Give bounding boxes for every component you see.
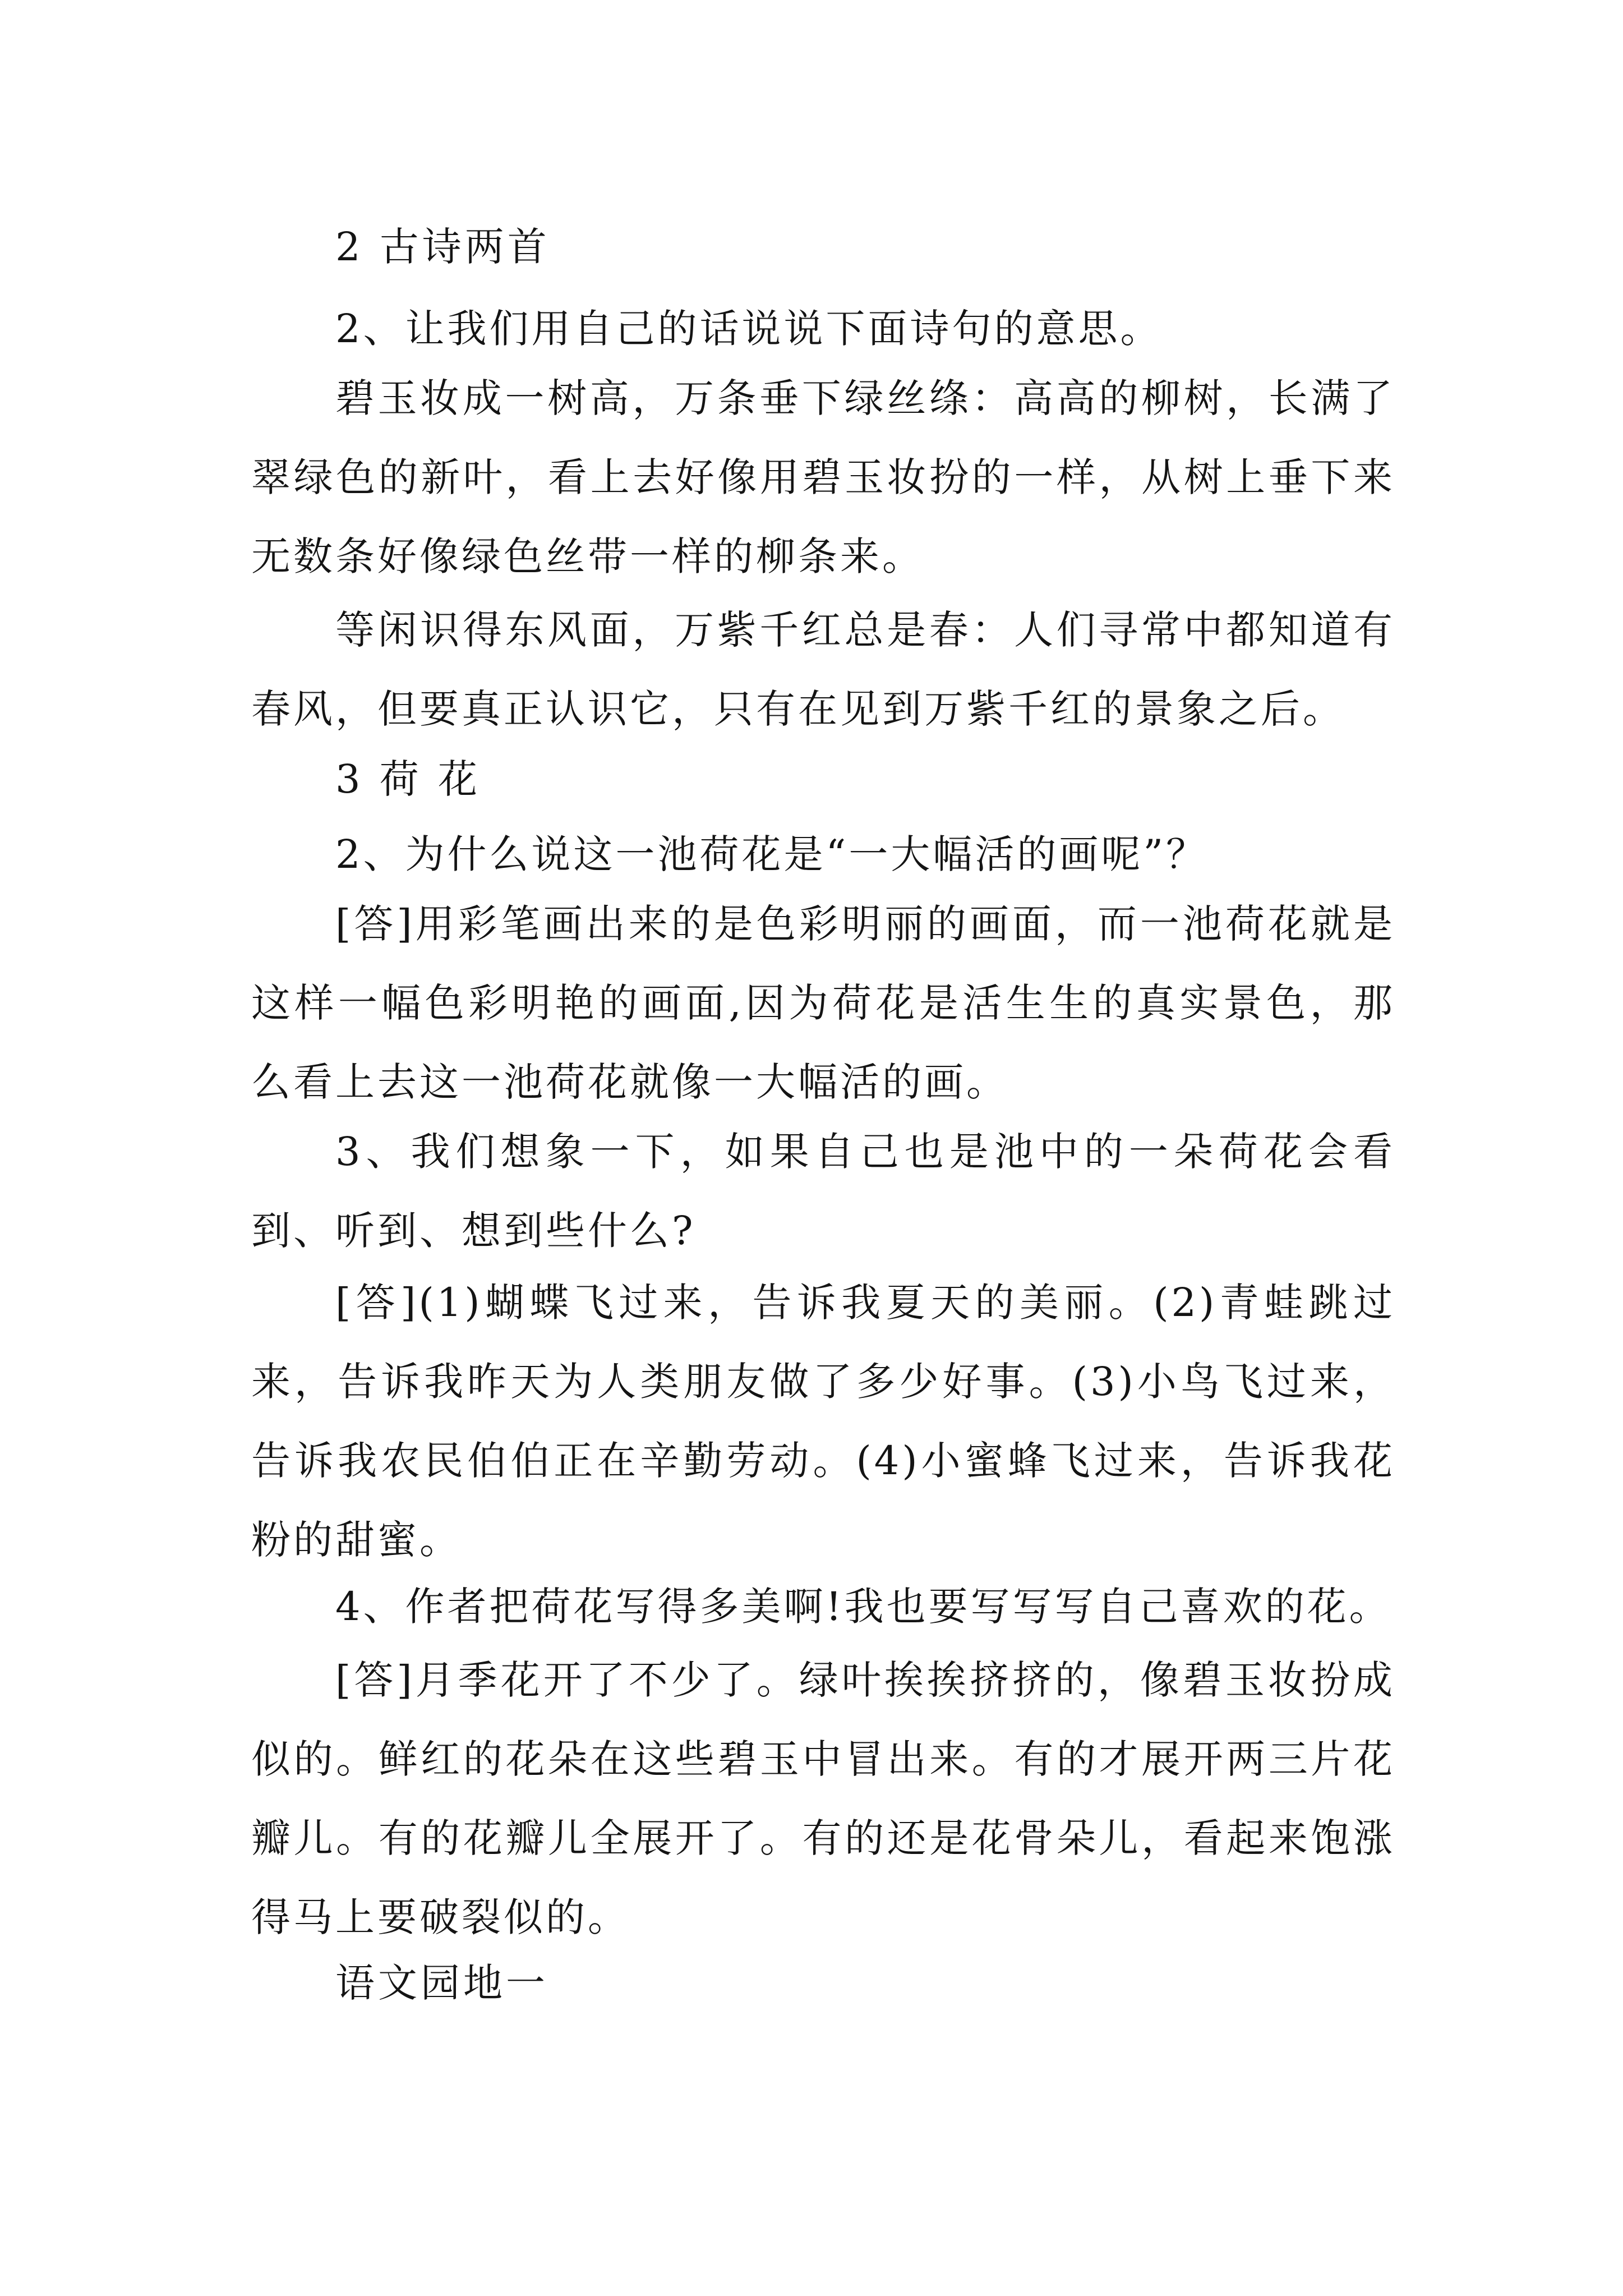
lesson-2-question-2: 2、让我们用自己的话说说下面诗句的意思。 [335, 306, 1163, 352]
lesson-2-title: 2 古诗两首 [335, 224, 550, 270]
lesson-3-answer-4: [答]月季花开了不少了。绿叶挨挨挤挤的，像碧玉妆扮成似的。鲜红的花朵在这些碧玉中冒出来。有的才展开两三片花瓣儿。有的花瓣儿全展开了。有的还是花骨朵儿，看起来饱涨得马上要破裂似的。 [251, 1657, 1395, 1940]
lesson-3-question-4: 4、作者把荷花写得多美啊!我也要写写写自己喜欢的花。 [335, 1584, 1391, 1630]
lesson-3-answer-2: [答]用彩笔画出来的是色彩明丽的画面，而一池荷花就是这样一幅色彩明艳的画面,因为荷花是活生生的真实景色，那么看上去这一池荷花就像一大幅活的画。 [251, 901, 1395, 1105]
lesson-3-question-3: 3、我们想象一下，如果自己也是池中的一朵荷花会看到、听到、想到些什么? [251, 1129, 1395, 1254]
poem-1-explanation: 碧玉妆成一树高，万条垂下绿丝绦：高高的柳树，长满了翠绿色的新叶，看上去好像用碧玉妆扮的一样，从树上垂下来无数条好像绿色丝带一样的柳条来。 [251, 375, 1395, 579]
poem-2-explanation: 等闲识得东风面，万紫千红总是春：人们寻常中都知道有春风，但要真正认识它，只有在见到万紫千红的景象之后。 [251, 607, 1395, 732]
lesson-3-answer-3: [答](1)蝴蝶飞过来，告诉我夏天的美丽。(2)青蛙跳过来，告诉我昨天为人类朋友做了多少好事。(3)小鸟飞过来，告诉我农民伯伯正在辛勤劳动。(4)小蜜蜂飞过来，告诉我花粉的甜蜜。 [251, 1280, 1395, 1563]
lesson-3-title: 3 荷 花 [335, 756, 481, 802]
lesson-3-question-2: 2、为什么说这一池荷花是“一大幅活的画呢”？ [335, 831, 1209, 877]
yuwen-garden-title: 语文园地一 [335, 1960, 548, 2006]
